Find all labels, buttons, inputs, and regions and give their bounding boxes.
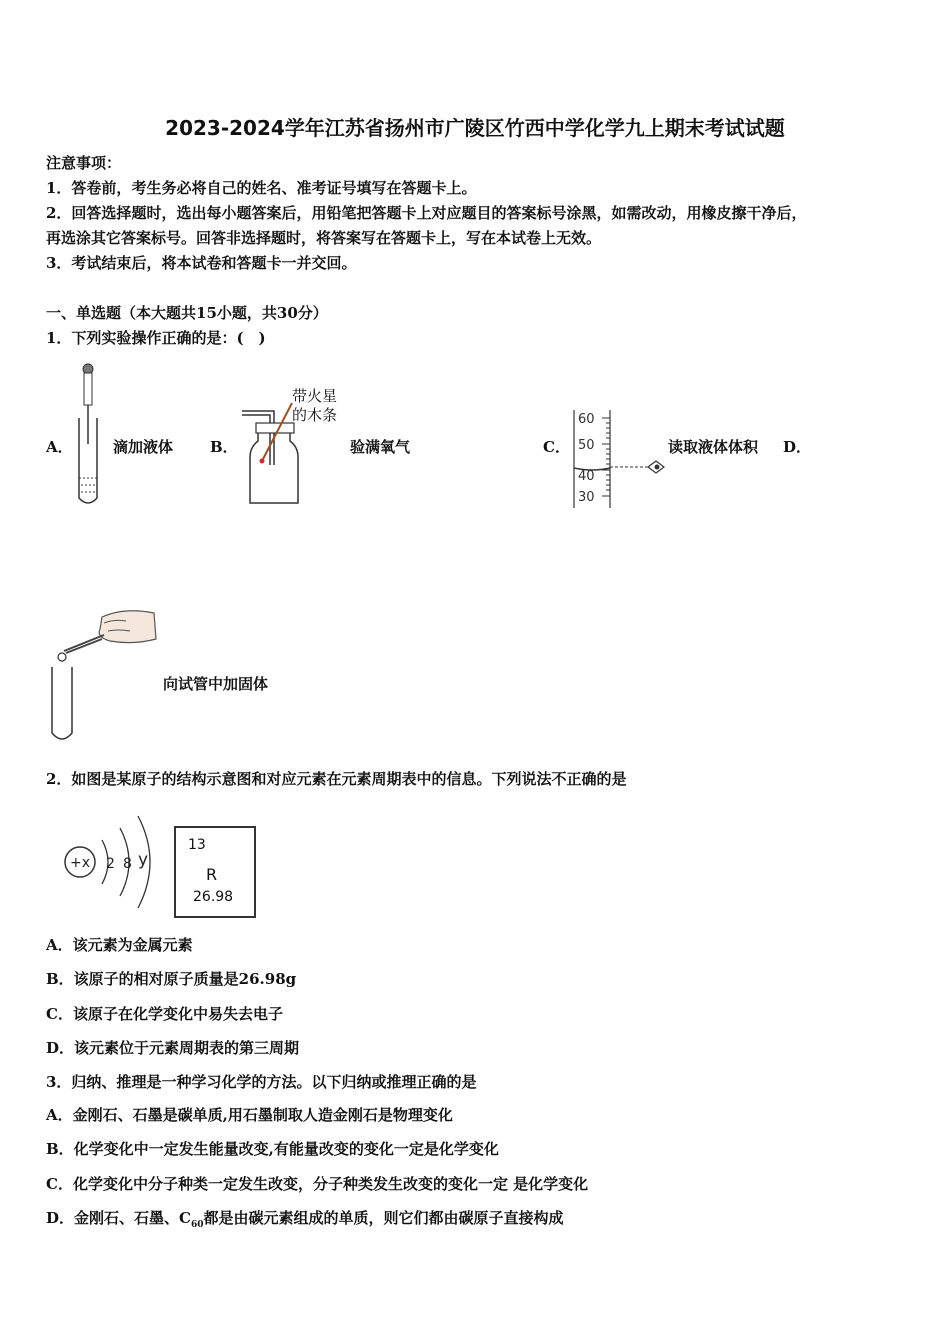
q1-option-d-caption: 向试管中加固体 <box>163 675 269 693</box>
q3-option-a: A．金刚石、石墨是碳单质,用石墨制取人造金刚石是物理变化 <box>46 1106 453 1124</box>
q1-option-c-label: C． <box>543 438 570 456</box>
q1-option-a-caption: 滴加液体 <box>113 438 174 456</box>
q3-option-d-prefix: D．金刚石、石墨、C <box>46 1209 191 1227</box>
q1-option-a-label: A． <box>46 438 73 456</box>
tick-label-30: 30 <box>578 490 595 505</box>
q3-option-b: B．化学变化中一定发生能量改变,有能量改变的变化一定是化学变化 <box>46 1140 499 1158</box>
q3-option-c: C．化学变化中分子种类一定发生改变，分子种类发生改变的变化一定 是化学变化 <box>46 1175 589 1193</box>
q1-option-b-caption: 验满氧气 <box>350 438 411 456</box>
tick-label-40: 40 <box>578 469 595 484</box>
q1-option-b-label: B． <box>210 438 238 456</box>
q1-option-d-label: D． <box>783 438 812 456</box>
question-1-stem: 1．下列实验操作正确的是：( ) <box>46 329 266 347</box>
tick-label-50: 50 <box>578 438 595 453</box>
q2-option-a: A．该元素为金属元素 <box>46 936 193 954</box>
element-symbol: R <box>206 865 218 884</box>
tweezers-test-tube-figure <box>44 605 164 750</box>
splint-label-line2: 的木条 <box>292 406 338 424</box>
graduated-cylinder-figure <box>568 406 668 512</box>
question-3-stem: 3．归纳、推理是一种学习化学的方法。以下归纳或推理正确的是 <box>46 1073 477 1091</box>
notice-heading: 注意事项： <box>46 154 122 172</box>
periodic-table-cell <box>174 826 256 918</box>
q2-option-d: D．该元素位于元素周期表的第三周期 <box>46 1039 300 1057</box>
shell-1-electrons: 2 <box>106 856 115 872</box>
notice-item: 再选涂其它答案标号。回答非选择题时，将答案写在答题卡上，写在本试卷上无效。 <box>46 229 602 247</box>
notice-item: 3．考试结束后，将本试卷和答题卡一并交回。 <box>46 254 357 272</box>
q2-option-c: C．该原子在化学变化中易失去电子 <box>46 1005 283 1023</box>
section-heading: 一、单选题（本大题共15小题，共30分） <box>46 304 328 322</box>
c60-subscript: 60 <box>190 1220 204 1230</box>
q2-option-b: B．该原子的相对原子质量是26.98g <box>46 970 297 988</box>
q3-option-d-suffix: 都是由碳元素组成的单质，则它们都由碳原子直接构成 <box>203 1209 564 1227</box>
splint-label-line1: 带火星 <box>292 387 338 405</box>
shell-3-electrons: y <box>138 850 149 870</box>
atomic-mass: 26.98 <box>193 889 234 905</box>
dropper-test-tube-figure <box>66 360 106 510</box>
question-2-stem: 2．如图是某原子的结构示意图和对应元素在元素周期表中的信息。下列说法不正确的是 <box>46 770 627 788</box>
atom-structure-diagram <box>58 808 158 916</box>
shell-2-electrons: 8 <box>123 856 132 872</box>
tick-label-60: 60 <box>578 412 595 427</box>
notice-item: 1．答卷前，考生务必将自己的姓名、准考证号填写在答题卡上。 <box>46 179 477 197</box>
notice-item: 2．回答选择题时，选出每小题答案后，用铅笔把答题卡上对应题目的答案标号涂黑，如需改动，用橡皮擦干净后， <box>46 204 807 222</box>
page-title: 2023-2024学年江苏省扬州市广陵区竹西中学化学九上期末考试试题 <box>165 116 785 140</box>
nucleus-charge: +x <box>69 855 91 871</box>
atomic-number: 13 <box>188 837 206 853</box>
q3-option-d <box>46 1207 564 1230</box>
q1-option-c-caption: 读取液体体积 <box>668 438 759 456</box>
